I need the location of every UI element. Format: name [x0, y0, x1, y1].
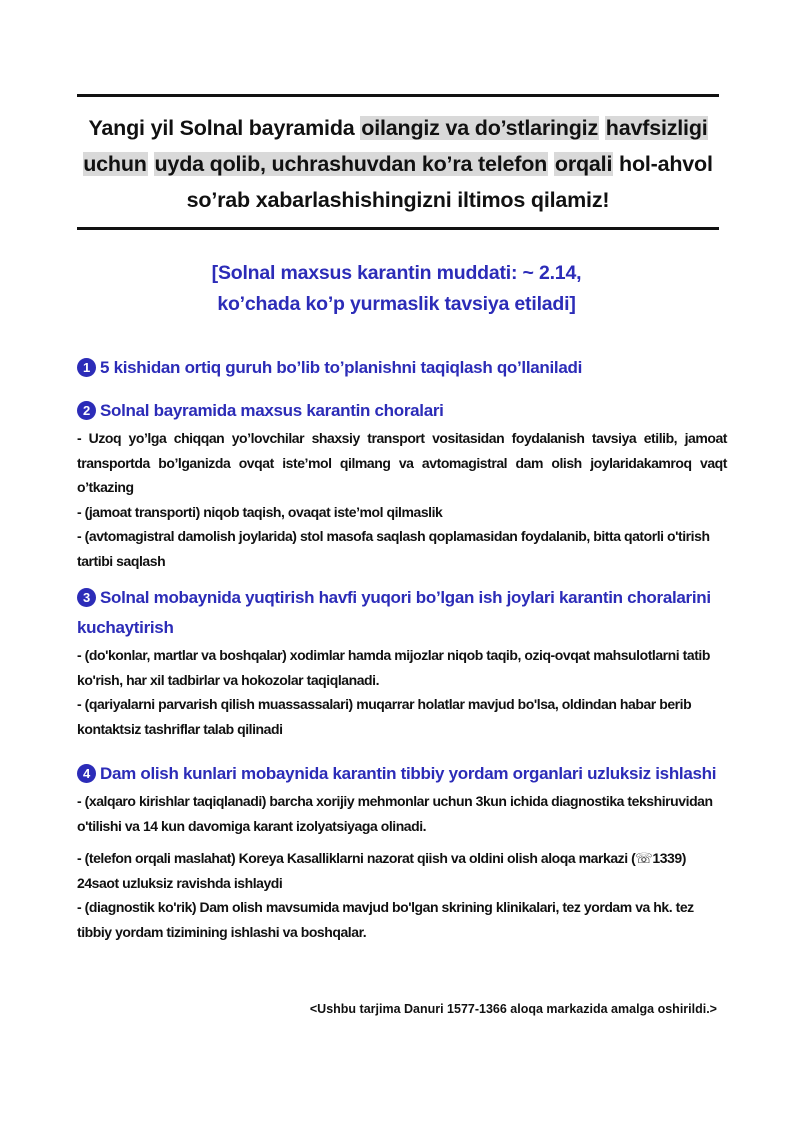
section-1 — [77, 353, 727, 383]
paragraph: - (do'konlar, martlar va boshqalar) xodimlar hamda mijozlar niqob taqib, oziq-ovqat mahsulotlarni tatib ko'rish, har xil tadbirlar va hokozolar taqiqlanadi. — [77, 647, 710, 688]
subtitle-line-1: [Solnal maxsus karantin muddati: ~ 2.14, — [211, 262, 582, 284]
paragraph: - (diagnostik ko'rik) Dam olish mavsumida mavjud bo'lgan skrining klinikalari, tez yordam va hk. tez tibbiy yordam tizimining ishlashi va boshqalar. — [77, 899, 694, 940]
subtitle-line-2: ko’chada ko’p yurmaslik tavsiya etiladi] — [217, 293, 576, 315]
quarantine-period-notice — [60, 258, 733, 320]
paragraph: - (qariyalarni parvarish qilish muassassalari) muqarrar holatlar mavjud bo'lsa, oldindan habar berib kontaktsiz tashriflar talab qilinadi — [77, 696, 692, 737]
number-badge-icon: 1 — [77, 358, 96, 377]
section-3 — [77, 583, 727, 741]
section-4 — [77, 759, 727, 944]
headline: Yangi yil Solnal bayramida oilangiz va do’stlaringiz havfsizligi uchun uyda qolib, uchrashuvdan ko’ra telefon orqali hol-ahvol so’rab xabarlashishingizni iltimos qilamiz! — [83, 116, 713, 212]
number-badge-icon: 2 — [77, 401, 96, 420]
translation-credit: <Ushbu tarjima Danuri 1577-1366 aloqa markazida amalga oshirildi.> — [309, 1002, 717, 1016]
section-title: 2 Solnal bayramida maxsus karantin choralari — [77, 396, 727, 426]
paragraph: - (xalqaro kirishlar taqiqlanadi) barcha xorijiy mehmonlar uchun 3kun ichida diagnostika tekshiruvidan o'tilishi va 14 kun davomiga karant izolyatsiyaga olinadi. — [77, 793, 713, 834]
section-title: 3 Solnal mobaynida yuqtirish havfi yuqori bo’lgan ish joylari karantin choralarini kuchaytirish — [77, 588, 711, 637]
number-badge-icon: 4 — [77, 764, 96, 783]
bottom-divider — [77, 227, 719, 230]
number-badge-icon: 3 — [77, 588, 96, 607]
paragraph: - Uzoq yo’lga chiqqan yo’lovchilar shaxsiy transport vositasidan foydalanish tavsiya etilib, jamoat transportda bo’lganizda ovqat iste’mol qilmang va avtomagistral dam olish joylaridakamroq vaqt o’tkazing — [77, 430, 727, 495]
section-title: 1 5 kishidan ortiq guruh bo’lib to’planishni taqiqlash qo’llaniladi — [77, 353, 727, 383]
section-2 — [77, 396, 727, 573]
paragraph: - (jamoat transporti) niqob taqish, ovaqat iste’mol qilmaslik — [77, 503, 443, 520]
paragraph: - (avtomagistral damolish joylarida) stol masofa saqlash qoplamasidan foydalanib, bitta qatorli o'tirish tartibi saqlash — [77, 528, 710, 569]
section-title: 4 Dam olish kunlari mobaynida karantin tibbiy yordam organlari uzluksiz ishlashi — [77, 759, 727, 789]
top-divider — [77, 94, 719, 97]
paragraph: - (telefon orqali maslahat) Koreya Kasalliklarni nazorat qiish va oldini olish aloqa markazi (☏1339) 24saot uzluksiz ravishda ishlaydi — [77, 850, 686, 891]
